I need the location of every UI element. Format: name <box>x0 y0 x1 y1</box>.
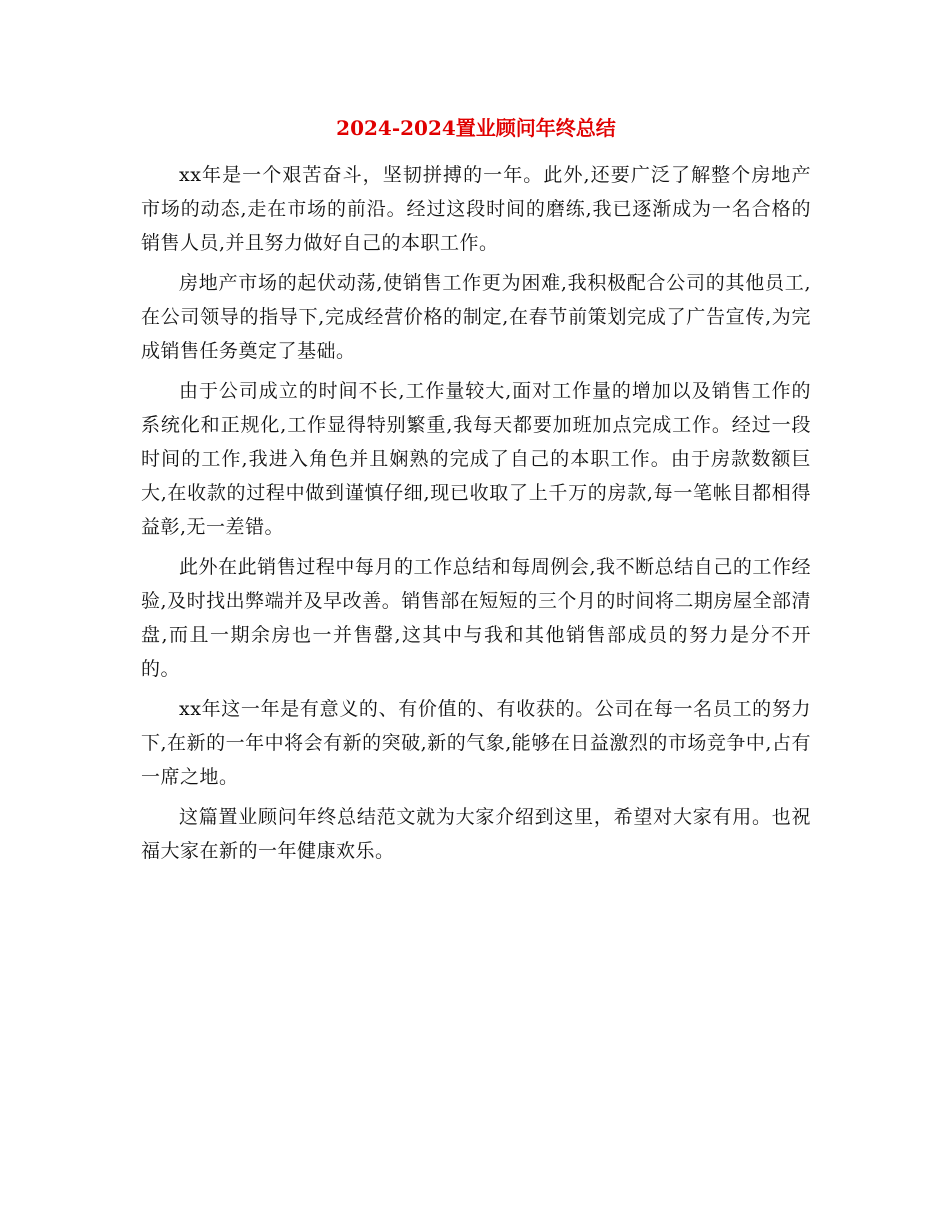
paragraph-1: xx年是一个艰苦奋斗，坚韧拼搏的一年。此外,还要广泛了解整个房地产市场的动态,走在市场的前沿。经过这段时间的磨练,我已逐渐成为一名合格的销售人员,并且努力做好自己的本职工作。 <box>141 164 811 254</box>
paragraph-4: 此外在此销售过程中每月的工作总结和每周例会,我不断总结自己的工作经验,及时找出弊端并及早改善。销售部在短短的三个月的时间将二期房屋全部清盘,而且一期余房也一并售罄,这其中与我和其他销售部成员的努力是分不开的。 <box>141 556 811 680</box>
document-title: 2024-2024置业顾问年终总结 <box>336 116 616 140</box>
document-body <box>141 158 811 874</box>
paragraph-6: 这篇置业顾问年终总结范文就为大家介绍到这里，希望对大家有用。也祝福大家在新的一年健康欢乐。 <box>141 806 811 862</box>
paragraph-5: xx年这一年是有意义的、有价值的、有收获的。公司在每一名员工的努力下,在新的一年中将会有新的突破,新的气象,能够在日益激烈的市场竞争中,占有一席之地。 <box>141 698 811 788</box>
paragraph-3: 由于公司成立的时间不长,工作量较大,面对工作量的增加以及销售工作的系统化和正规化,工作显得特别繁重,我每天都要加班加点完成工作。经过一段时间的工作,我进入角色并且娴熟的完成了自己的本职工作。由于房款数额巨大,在收款的过程中做到谨慎仔细,现已收取了上千万的房款,每一笔帐目都相得益彰,无一差错。 <box>141 380 811 538</box>
paragraph-2: 房地产市场的起伏动荡,使销售工作更为困难,我积极配合公司的其他员工,在公司领导的指导下,完成经营价格的制定,在春节前策划完成了广告宣传,为完成销售任务奠定了基础。 <box>141 272 811 362</box>
